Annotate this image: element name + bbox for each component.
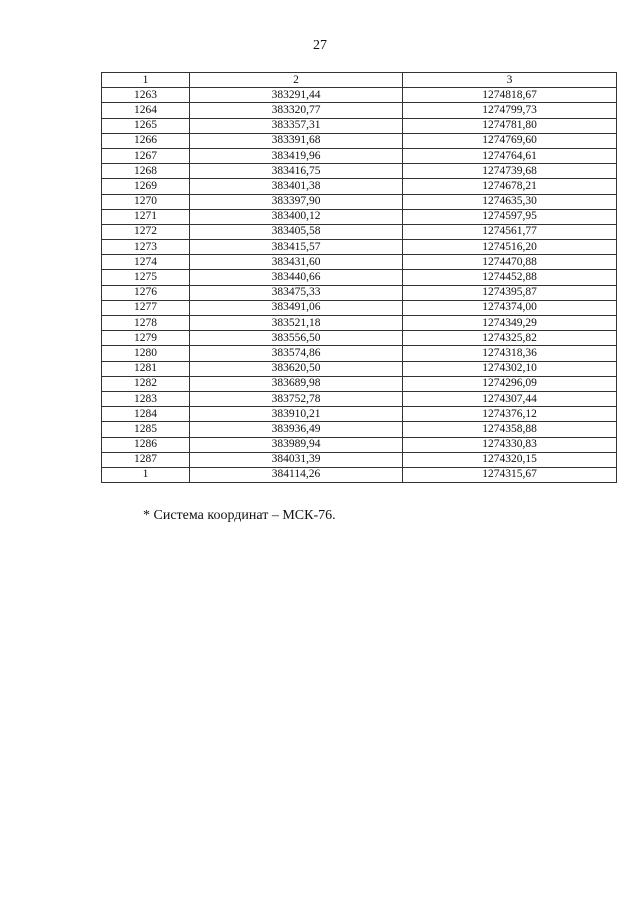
- point-number-cell: 1264: [102, 103, 190, 118]
- x-coordinate-cell: 383620,50: [190, 361, 403, 376]
- x-coordinate-cell: 383320,77: [190, 103, 403, 118]
- y-coordinate-cell: 1274325,82: [403, 331, 617, 346]
- point-number-cell: 1275: [102, 270, 190, 285]
- x-coordinate-cell: 383491,06: [190, 300, 403, 315]
- y-coordinate-cell: 1274739,68: [403, 164, 617, 179]
- point-number-cell: 1286: [102, 437, 190, 452]
- table-row: [102, 437, 617, 452]
- x-coordinate-cell: 383416,75: [190, 164, 403, 179]
- y-coordinate-cell: 1274376,12: [403, 407, 617, 422]
- table-row: [102, 148, 617, 163]
- point-number-cell: 1279: [102, 331, 190, 346]
- y-coordinate-cell: 1274516,20: [403, 240, 617, 255]
- table-row: [102, 346, 617, 361]
- point-number-cell: 1271: [102, 209, 190, 224]
- y-coordinate-cell: 1274781,80: [403, 118, 617, 133]
- table-row: [102, 331, 617, 346]
- x-coordinate-cell: 383431,60: [190, 255, 403, 270]
- point-number-cell: 1283: [102, 391, 190, 406]
- x-coordinate-cell: 383397,90: [190, 194, 403, 209]
- point-number-cell: 1284: [102, 407, 190, 422]
- x-coordinate-cell: 383475,33: [190, 285, 403, 300]
- table-row: [102, 179, 617, 194]
- table-header-row: [102, 73, 617, 88]
- point-number-cell: 1278: [102, 316, 190, 331]
- x-coordinate-cell: 384114,26: [190, 467, 403, 482]
- x-coordinate-cell: 383440,66: [190, 270, 403, 285]
- table-row: [102, 224, 617, 239]
- point-number-cell: 1268: [102, 164, 190, 179]
- table-row: [102, 361, 617, 376]
- table-row: [102, 194, 617, 209]
- point-number-cell: 1280: [102, 346, 190, 361]
- coordinates-table-body: [102, 73, 617, 483]
- y-coordinate-cell: 1274452,88: [403, 270, 617, 285]
- point-number-cell: 1272: [102, 224, 190, 239]
- table-row: [102, 103, 617, 118]
- table-row: [102, 133, 617, 148]
- page-number: 27: [313, 38, 327, 53]
- point-number-cell: 1285: [102, 422, 190, 437]
- table-row: [102, 391, 617, 406]
- x-coordinate-cell: 383415,57: [190, 240, 403, 255]
- y-coordinate-cell: 1274296,09: [403, 376, 617, 391]
- y-coordinate-cell: 1274561,77: [403, 224, 617, 239]
- point-number-cell: 1267: [102, 148, 190, 163]
- header-col-3: 3: [403, 73, 617, 88]
- point-number-cell: 1282: [102, 376, 190, 391]
- point-number-cell: 1269: [102, 179, 190, 194]
- point-number-cell: 1274: [102, 255, 190, 270]
- x-coordinate-cell: 383400,12: [190, 209, 403, 224]
- table-row: [102, 255, 617, 270]
- y-coordinate-cell: 1274769,60: [403, 133, 617, 148]
- table-row: [102, 240, 617, 255]
- x-coordinate-cell: 383752,78: [190, 391, 403, 406]
- y-coordinate-cell: 1274374,00: [403, 300, 617, 315]
- table-row: [102, 88, 617, 103]
- x-coordinate-cell: 383405,58: [190, 224, 403, 239]
- y-coordinate-cell: 1274320,15: [403, 452, 617, 467]
- table-row: [102, 300, 617, 315]
- x-coordinate-cell: 383689,98: [190, 376, 403, 391]
- table-row: [102, 118, 617, 133]
- y-coordinate-cell: 1274799,73: [403, 103, 617, 118]
- y-coordinate-cell: 1274764,61: [403, 148, 617, 163]
- x-coordinate-cell: 383521,18: [190, 316, 403, 331]
- point-number-cell: 1281: [102, 361, 190, 376]
- header-col-2: 2: [190, 73, 403, 88]
- table-row: [102, 422, 617, 437]
- table-row: [102, 285, 617, 300]
- point-number-cell: 1266: [102, 133, 190, 148]
- y-coordinate-cell: 1274358,88: [403, 422, 617, 437]
- y-coordinate-cell: 1274302,10: [403, 361, 617, 376]
- table-row: [102, 376, 617, 391]
- coordinates-table: [101, 72, 617, 483]
- x-coordinate-cell: 383357,31: [190, 118, 403, 133]
- y-coordinate-cell: 1274315,67: [403, 467, 617, 482]
- point-number-cell: 1277: [102, 300, 190, 315]
- y-coordinate-cell: 1274818,67: [403, 88, 617, 103]
- table-row: [102, 164, 617, 179]
- y-coordinate-cell: 1274635,30: [403, 194, 617, 209]
- x-coordinate-cell: 383989,94: [190, 437, 403, 452]
- y-coordinate-cell: 1274597,95: [403, 209, 617, 224]
- x-coordinate-cell: 383401,38: [190, 179, 403, 194]
- table-row: [102, 452, 617, 467]
- x-coordinate-cell: 383291,44: [190, 88, 403, 103]
- point-number-cell: 1265: [102, 118, 190, 133]
- y-coordinate-cell: 1274349,29: [403, 316, 617, 331]
- x-coordinate-cell: 383419,96: [190, 148, 403, 163]
- x-coordinate-cell: 383574,86: [190, 346, 403, 361]
- coordinate-system-footnote: * Система координат – МСК-76.: [143, 508, 336, 523]
- x-coordinate-cell: 383936,49: [190, 422, 403, 437]
- point-number-cell: 1: [102, 467, 190, 482]
- y-coordinate-cell: 1274318,36: [403, 346, 617, 361]
- y-coordinate-cell: 1274307,44: [403, 391, 617, 406]
- point-number-cell: 1263: [102, 88, 190, 103]
- y-coordinate-cell: 1274395,87: [403, 285, 617, 300]
- x-coordinate-cell: 384031,39: [190, 452, 403, 467]
- point-number-cell: 1270: [102, 194, 190, 209]
- y-coordinate-cell: 1274678,21: [403, 179, 617, 194]
- y-coordinate-cell: 1274330,83: [403, 437, 617, 452]
- point-number-cell: 1273: [102, 240, 190, 255]
- point-number-cell: 1287: [102, 452, 190, 467]
- header-col-1: 1: [102, 73, 190, 88]
- y-coordinate-cell: 1274470,88: [403, 255, 617, 270]
- table-row: [102, 316, 617, 331]
- table-row: [102, 467, 617, 482]
- x-coordinate-cell: 383391,68: [190, 133, 403, 148]
- x-coordinate-cell: 383910,21: [190, 407, 403, 422]
- x-coordinate-cell: 383556,50: [190, 331, 403, 346]
- table-row: [102, 407, 617, 422]
- table-row: [102, 209, 617, 224]
- table-row: [102, 270, 617, 285]
- point-number-cell: 1276: [102, 285, 190, 300]
